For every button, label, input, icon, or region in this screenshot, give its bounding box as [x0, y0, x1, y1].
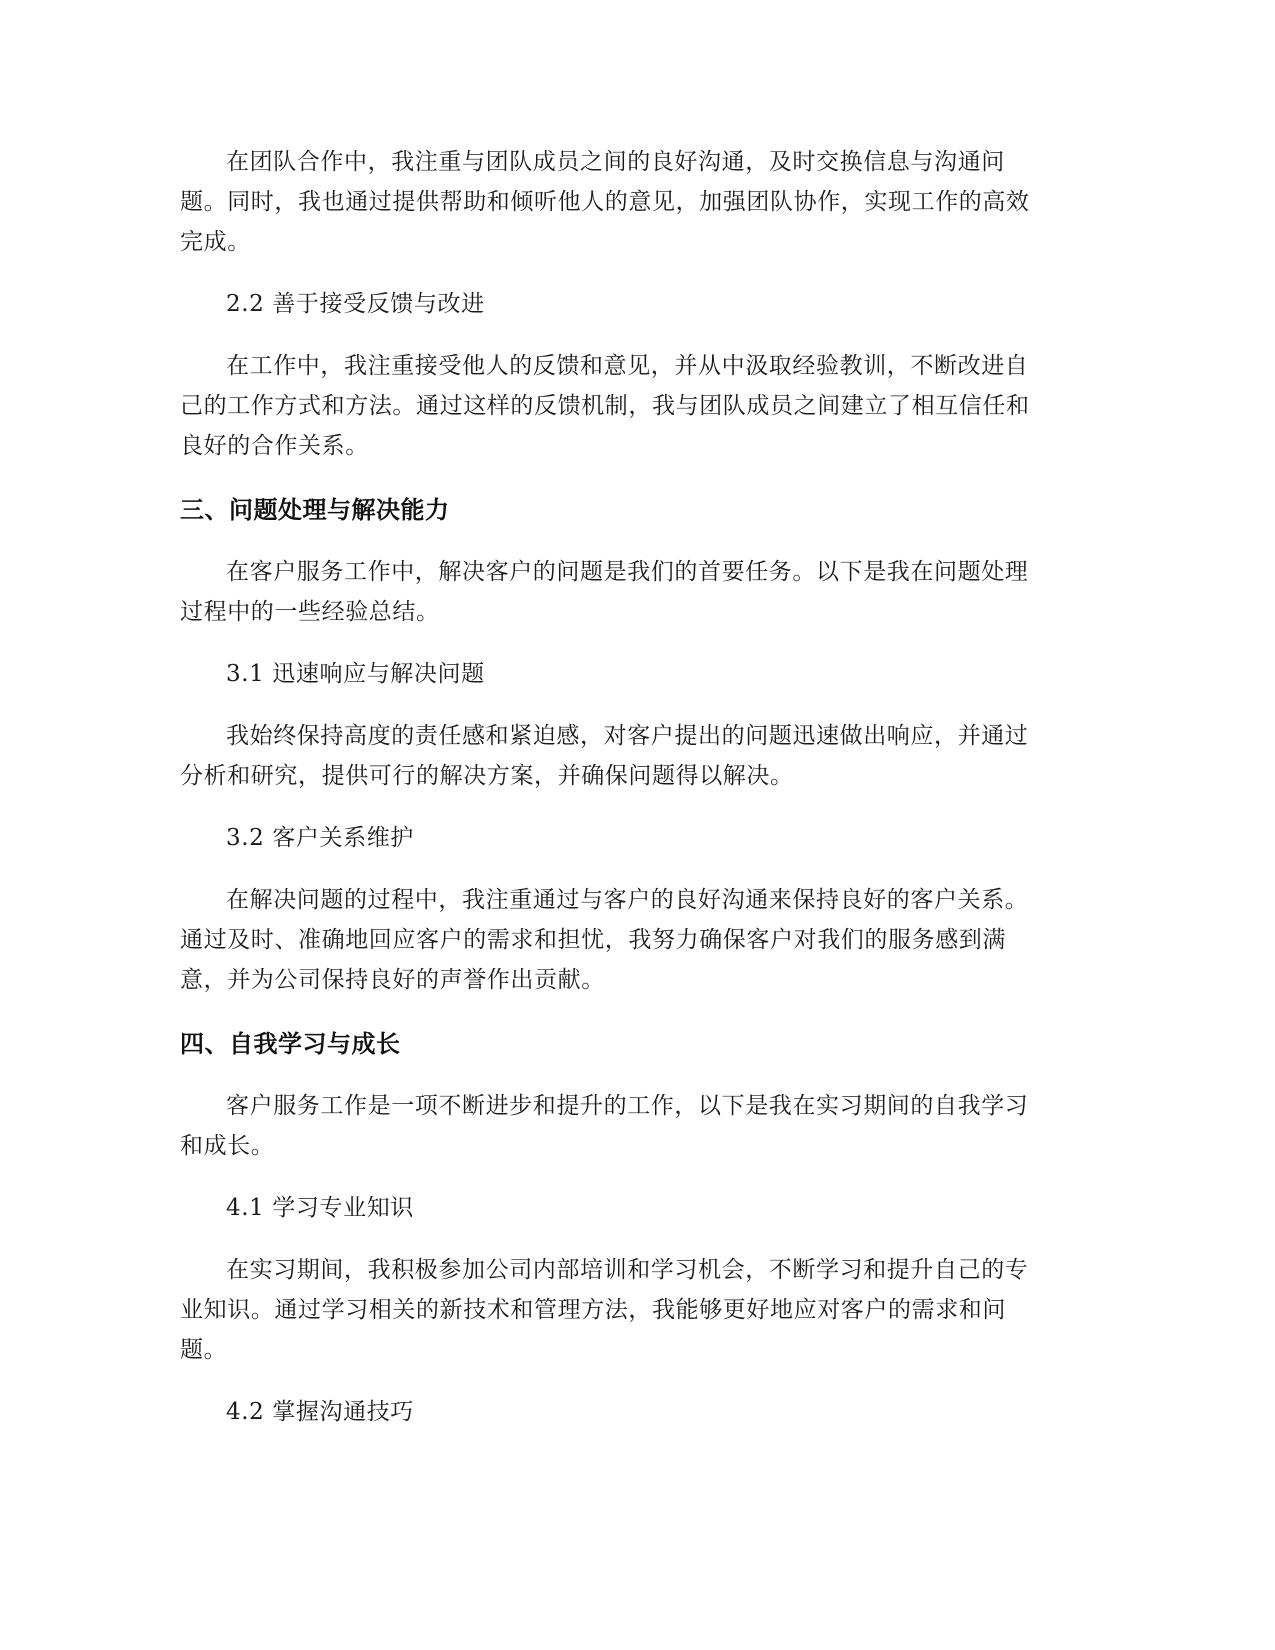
- paragraph-customer-relations: 在解决问题的过程中，我注重通过与客户的良好沟通来保持良好的客户关系。通过及时、准确地回应客户的需求和担忧，我努力确保客户对我们的服务感到满意，并为公司保持良好的声誉作出贡献。: [180, 887, 1029, 993]
- paragraph-feedback: 在工作中，我注重接受他人的反馈和意见，并从中汲取经验教训，不断改进自己的工作方式和方法。通过这样的反馈机制，我与团队成员之间建立了相互信任和良好的合作关系。: [180, 353, 1030, 459]
- paragraph-self-learning-intro: 客户服务工作是一项不断进步和提升的工作，以下是我在实习期间的自我学习和成长。: [180, 1093, 1029, 1159]
- document-body: [180, 142, 1040, 1454]
- paragraph-quick-response: 我始终保持高度的责任感和紧迫感，对客户提出的问题迅速做出响应，并通过分析和研究，提供可行的解决方案，并确保问题得以解决。: [180, 723, 1029, 789]
- subheading-4-2: 4.2 掌握沟通技巧: [226, 1399, 414, 1425]
- subheading-3-1: 3.1 迅速响应与解决问题: [226, 661, 485, 687]
- subheading-2-2: 2.2 善于接受反馈与改进: [226, 291, 485, 317]
- section-heading-4: 四、自我学习与成长: [180, 1030, 401, 1058]
- paragraph-problem-intro: 在客户服务工作中，解决客户的问题是我们的首要任务。以下是我在问题处理过程中的一些经验总结。: [180, 559, 1029, 625]
- paragraph-professional-knowledge: 在实习期间，我积极参加公司内部培训和学习机会，不断学习和提升自己的专业知识。通过学习相关的新技术和管理方法，我能够更好地应对客户的需求和问题。: [180, 1257, 1029, 1363]
- subheading-3-2: 3.2 客户关系维护: [226, 825, 414, 851]
- subheading-4-1: 4.1 学习专业知识: [226, 1195, 414, 1221]
- section-heading-3: 三、问题处理与解决能力: [180, 496, 450, 524]
- paragraph-team-communication: 在团队合作中，我注重与团队成员之间的良好沟通，及时交换信息与沟通问题。同时，我也通过提供帮助和倾听他人的意见，加强团队协作，实现工作的高效完成。: [180, 149, 1030, 255]
